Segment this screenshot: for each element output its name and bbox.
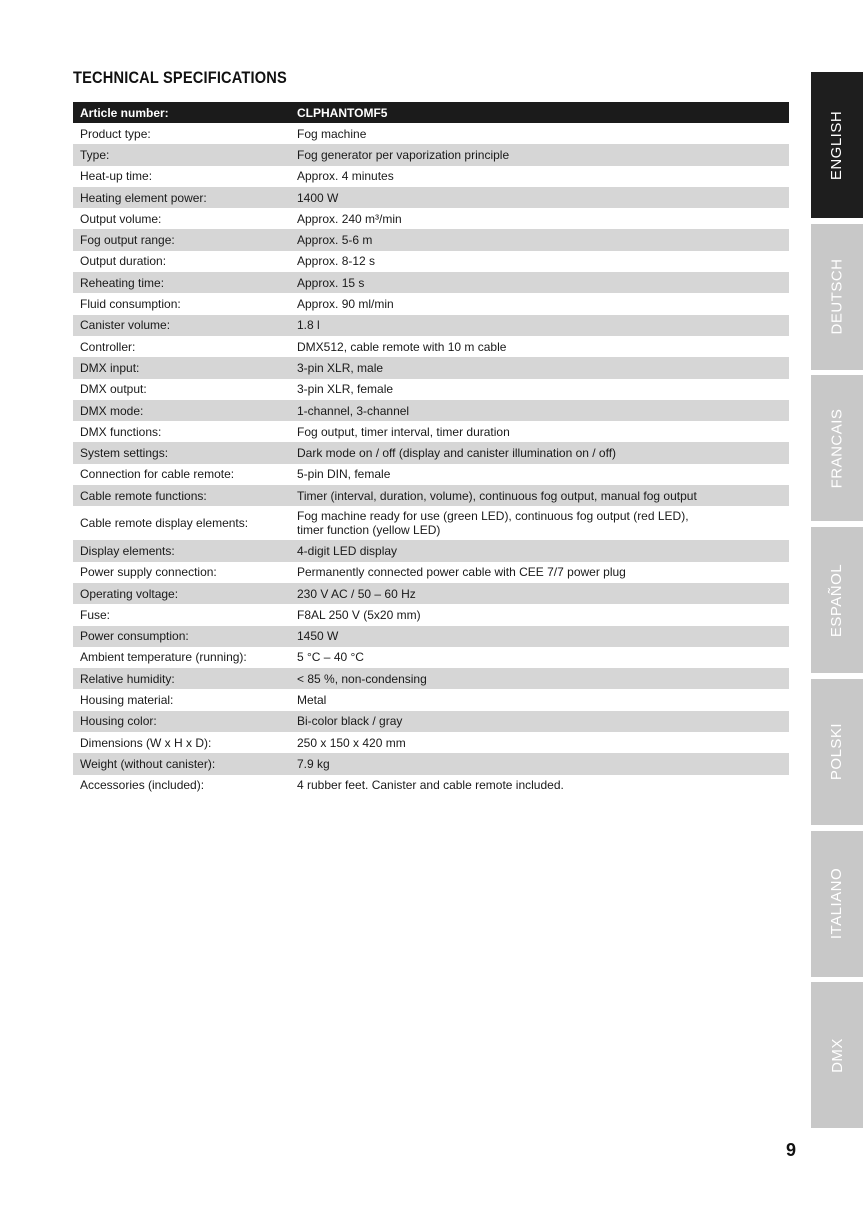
table-row xyxy=(73,293,789,314)
tab-italiano[interactable] xyxy=(811,831,863,977)
table-row xyxy=(73,421,789,442)
tab-dmx[interactable] xyxy=(811,982,863,1128)
spec-label: Weight (without canister): xyxy=(80,756,216,771)
table-row xyxy=(73,166,789,187)
table-row xyxy=(73,208,789,229)
table-row xyxy=(73,187,789,208)
tab-label: FRANCAIS xyxy=(828,408,846,489)
spec-label: Power supply connection: xyxy=(80,565,217,580)
spec-label: Fuse: xyxy=(80,607,111,622)
spec-value: < 85 %, non-condensing xyxy=(297,671,427,686)
spec-value: F8AL 250 V (5x20 mm) xyxy=(297,607,421,622)
tab-francais[interactable] xyxy=(811,375,863,521)
table-row xyxy=(73,315,789,336)
table-row xyxy=(73,485,789,506)
spec-value: Approx. 8-12 s xyxy=(297,254,376,269)
tab-deutsch[interactable] xyxy=(811,224,863,370)
spec-label: DMX input: xyxy=(80,360,140,375)
table-row xyxy=(73,251,789,272)
spec-value: Bi-color black / gray xyxy=(297,714,403,729)
table-row xyxy=(73,229,789,250)
spec-label: Product type: xyxy=(80,126,151,141)
spec-label: Relative humidity: xyxy=(80,671,175,686)
spec-label: Fog output range: xyxy=(80,233,175,248)
spec-value: 1-channel, 3-channel xyxy=(297,403,410,418)
spec-label: Ambient temperature (running): xyxy=(80,650,247,665)
spec-value: 7.9 kg xyxy=(297,756,330,771)
tab-label: ITALIANO xyxy=(828,867,846,940)
spec-label: Operating voltage: xyxy=(80,586,179,601)
spec-value: 1450 W xyxy=(297,629,339,644)
table-row xyxy=(73,540,789,561)
spec-value: 230 V AC / 50 – 60 Hz xyxy=(297,586,416,601)
spec-label: DMX mode: xyxy=(80,403,144,418)
table-row xyxy=(73,144,789,165)
spec-label: Display elements: xyxy=(80,543,175,558)
page-title: TECHNICAL SPECIFICATIONS xyxy=(73,68,287,87)
table-row xyxy=(73,272,789,293)
spec-value: 250 x 150 x 420 mm xyxy=(297,735,406,750)
spec-value: Approx. 4 minutes xyxy=(297,169,394,184)
spec-value: Dark mode on / off (display and canister illumination on / off) xyxy=(297,446,617,461)
spec-label: Heat-up time: xyxy=(80,169,153,184)
spec-value: DMX512, cable remote with 10 m cable xyxy=(297,339,507,354)
table-row xyxy=(73,775,789,796)
spec-value: Approx. 5-6 m xyxy=(297,233,373,248)
header-value: CLPHANTOMF5 xyxy=(297,105,388,120)
spec-label: DMX output: xyxy=(80,382,147,397)
spec-value: 3-pin XLR, female xyxy=(297,382,394,397)
spec-rows xyxy=(73,123,789,796)
spec-table xyxy=(73,102,789,796)
spec-label: Fluid consumption: xyxy=(80,297,181,312)
spec-value: Approx. 90 ml/min xyxy=(297,297,394,312)
table-row xyxy=(73,506,789,540)
table-row xyxy=(73,336,789,357)
spec-value: Fog machine xyxy=(297,126,367,141)
tab-label: POLSKI xyxy=(828,723,846,781)
table-row xyxy=(73,604,789,625)
spec-label: System settings: xyxy=(80,446,169,461)
tab-label: ESPAÑOL xyxy=(828,563,846,637)
spec-value: Permanently connected power cable with CEE 7/7 power plug xyxy=(297,565,626,580)
tab-label: ENGLISH xyxy=(828,110,846,180)
spec-label: Housing material: xyxy=(80,693,174,708)
table-row xyxy=(73,732,789,753)
spec-value: 3-pin XLR, male xyxy=(297,360,384,375)
spec-label: Output volume: xyxy=(80,211,162,226)
spec-value: Timer (interval, duration, volume), continuous fog output, manual fog output xyxy=(297,488,697,503)
header-label: Article number: xyxy=(80,105,169,120)
tab-label: DMX xyxy=(828,1037,846,1073)
table-row xyxy=(73,400,789,421)
spec-value: 1.8 l xyxy=(297,318,320,333)
spec-label: Accessories (included): xyxy=(80,778,205,793)
tab-polski[interactable] xyxy=(811,679,863,825)
table-header-row xyxy=(73,102,789,123)
table-row xyxy=(73,357,789,378)
spec-label: Controller: xyxy=(80,339,136,354)
table-row xyxy=(73,668,789,689)
tab-english[interactable] xyxy=(811,72,863,218)
spec-value: 4-digit LED display xyxy=(297,543,398,558)
table-row xyxy=(73,626,789,647)
spec-value: 5-pin DIN, female xyxy=(297,467,391,482)
spec-value: Approx. 15 s xyxy=(297,275,365,290)
table-row xyxy=(73,583,789,604)
spec-value: 5 °C – 40 °C xyxy=(297,650,364,665)
table-row xyxy=(73,379,789,400)
spec-label: Cable remote functions: xyxy=(80,488,207,503)
table-row xyxy=(73,464,789,485)
spec-value: Metal xyxy=(297,693,327,708)
spec-value: Fog generator per vaporization principle xyxy=(297,147,510,162)
spec-label: Connection for cable remote: xyxy=(80,467,235,482)
spec-label: Housing color: xyxy=(80,714,157,729)
table-row xyxy=(73,753,789,774)
spec-label: Dimensions (W x H x D): xyxy=(80,735,212,750)
spec-value: 4 rubber feet. Canister and cable remote included. xyxy=(297,778,564,793)
tab-label: DEUTSCH xyxy=(828,258,846,335)
page-number: 9 xyxy=(786,1140,797,1160)
spec-value: Fog machine ready for use (green LED), continuous fog output (red LED), timer function (yellow LED) xyxy=(297,509,689,538)
table-row xyxy=(73,647,789,668)
spec-label: Heating element power: xyxy=(80,190,207,205)
tab-espaol[interactable] xyxy=(811,527,863,673)
spec-label: Output duration: xyxy=(80,254,167,269)
spec-label: Cable remote display elements: xyxy=(80,516,249,531)
spec-label: Type: xyxy=(80,147,110,162)
spec-value: 1400 W xyxy=(297,190,339,205)
table-row xyxy=(73,562,789,583)
table-row xyxy=(73,123,789,144)
spec-label: DMX functions: xyxy=(80,424,162,439)
spec-value: Fog output, timer interval, timer duration xyxy=(297,424,510,439)
table-row xyxy=(73,442,789,463)
spec-label: Reheating time: xyxy=(80,275,165,290)
spec-label: Canister volume: xyxy=(80,318,171,333)
spec-value: Approx. 240 m³/min xyxy=(297,211,402,226)
table-row xyxy=(73,689,789,710)
table-row xyxy=(73,711,789,732)
spec-label: Power consumption: xyxy=(80,629,189,644)
